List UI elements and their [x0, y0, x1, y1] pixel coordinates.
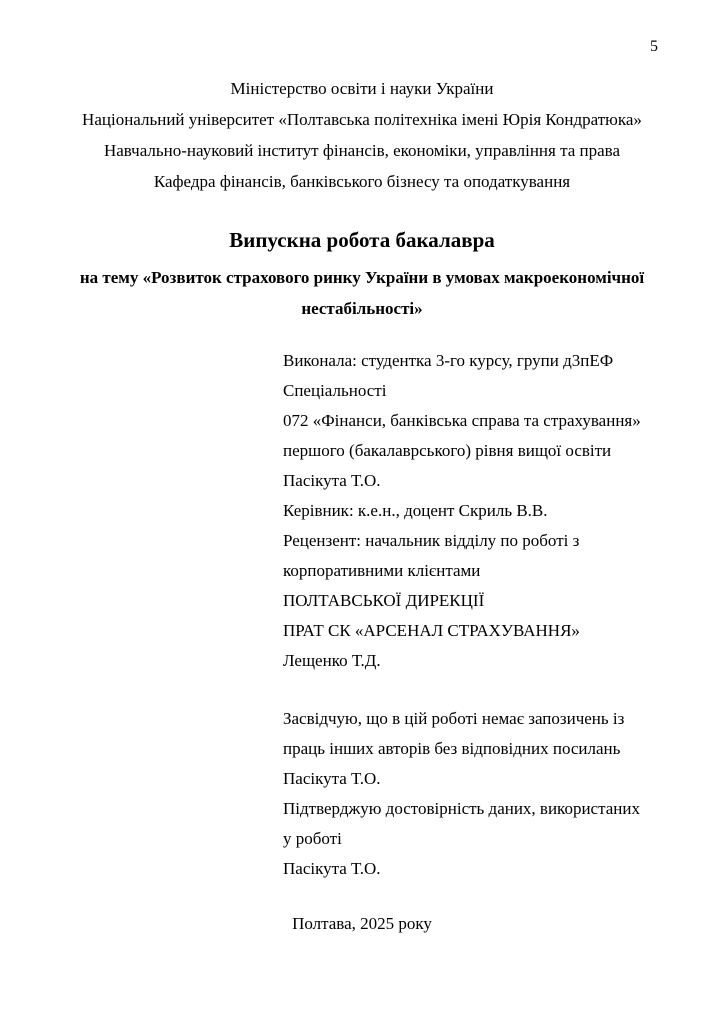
- declaration-line: Пасікута Т.О.: [283, 859, 381, 878]
- header-line-ministry: Міністерство освіти і науки України: [230, 79, 494, 98]
- attribution-line: ПРАТ СК «АРСЕНАЛ СТРАХУВАННЯ»: [283, 621, 580, 640]
- attribution-line: Рецензент: начальник відділу по роботі з: [283, 531, 580, 550]
- declaration-line: Підтверджую достовірність даних, використаних: [283, 799, 640, 818]
- attribution-line: Керівник: к.е.н., доцент Скриль В.В.: [283, 501, 548, 520]
- place-year: Полтава, 2025 року: [292, 914, 432, 933]
- attribution-line: Пасікута Т.О.: [283, 471, 381, 490]
- declaration-line: Пасікута Т.О.: [283, 769, 381, 788]
- header-line-university: Національний університет «Полтавська політехніка імені Юрія Кондратюка»: [82, 110, 642, 129]
- thesis-topic-line: на тему «Розвиток страхового ринку України в умовах макроекономічної: [79, 268, 645, 287]
- declaration-line: у роботі: [283, 829, 342, 848]
- thesis-topic: [0, 262, 724, 324]
- declaration-line: Засвідчую, що в цій роботі немає запозичень із: [283, 709, 625, 728]
- header-line-institute: Навчально-науковий інститут фінансів, економіки, управління та права: [103, 141, 621, 160]
- thesis-title: Випускна робота бакалавра: [229, 228, 495, 252]
- attribution-line: ПОЛТАВСЬКОЇ ДИРЕКЦІЇ: [283, 591, 485, 610]
- attribution-line: Лещенко Т.Д.: [283, 651, 381, 670]
- thesis-topic-line: нестабільності»: [301, 299, 423, 318]
- attribution-line: Виконала: студентка 3-го курсу, групи д3пЕФ: [283, 351, 614, 370]
- header-line-department: Кафедра фінансів, банківського бізнесу та оподаткування: [153, 172, 571, 191]
- attribution-line: Спеціальності: [283, 381, 387, 400]
- attribution-line: 072 «Фінанси, банківська справа та страхування»: [283, 411, 641, 430]
- declaration-block: [283, 704, 724, 884]
- declaration-line: праць інших авторів без відповідних посилань: [283, 739, 621, 758]
- attribution-line: першого (бакалаврського) рівня вищої освіти: [283, 441, 612, 460]
- page-number: 5: [650, 38, 658, 55]
- attribution-block: [283, 346, 724, 676]
- attribution-line: корпоративними клієнтами: [283, 561, 481, 580]
- document-header: [0, 0, 724, 197]
